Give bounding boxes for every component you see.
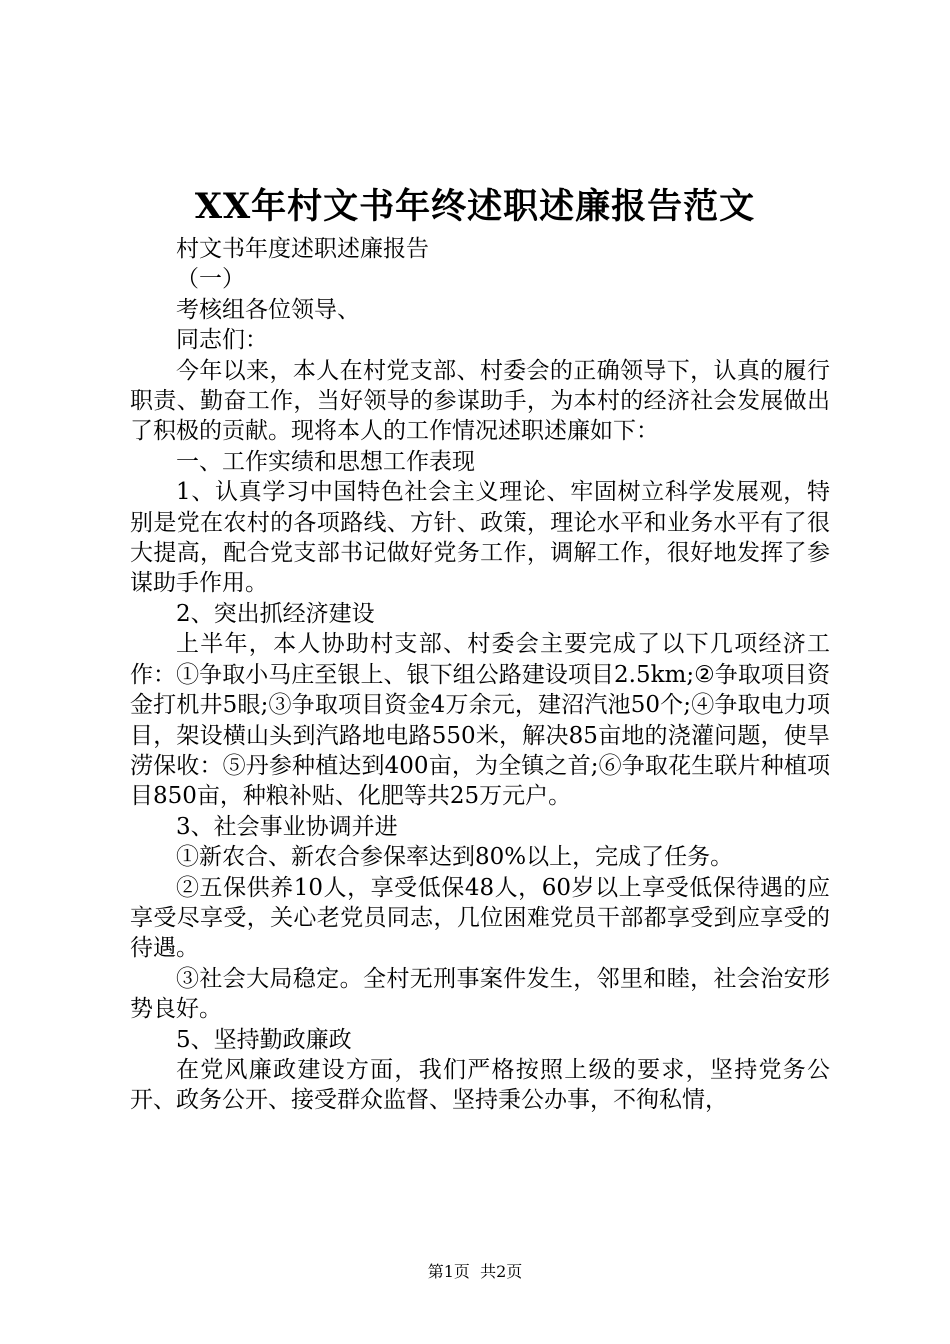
paragraph-salutation-2: 同志们： <box>176 327 268 354</box>
paragraph-economy: 上半年，本人协助村支部、村委会主要完成了以下几项经济工作：①争取小马庄至银上、银下组公路建设项目2.5km;②争取项目资金打机井5眼;③争取项目资金4万余元，建沼汽池50个;④争取电力项目，架设横山头到汽路地电路550米，解决85亩地的浇灌问题，使旱涝保收：⑤丹参种植达到400亩，为全镇之首;⑥争取花生联片种植项目850亩，种粮补贴、化肥等共25万元户。 <box>130 631 830 810</box>
page-footer <box>0 1262 950 1282</box>
heading-item-3: 3、社会事业协调并进 <box>176 813 398 840</box>
page-total: 共2页 <box>480 1262 523 1281</box>
paragraph-integrity: 在党风廉政建设方面，我们严格按照上级的要求，坚持党务公开、政务公开、接受群众监督、坚持秉公办事，不徇私情， <box>130 1056 830 1114</box>
paragraph-social-2: ②五保供养10人，享受低保48人，60岁以上享受低保待遇的应享受尽享受，关心老党员同志，几位困难党员干部都享受到应享受的待遇。 <box>130 874 830 962</box>
page-number: 第1页 <box>427 1262 470 1281</box>
document-body <box>130 234 830 1116</box>
document-title: XX年村文书年终述职述廉报告范文 <box>194 186 756 227</box>
paragraph-item-1: 1、认真学习中国特色社会主义理论、牢固树立科学发展观，特别是党在农村的各项路线、方针、政策，理论水平和业务水平有了很大提高，配合党支部书记做好党务工作，调解工作，很好地发挥了参谋助手作用。 <box>130 479 830 597</box>
paragraph-salutation-1: 考核组各位领导、 <box>176 296 360 323</box>
paragraph-social-1: ①新农合、新农合参保率达到80%以上，完成了任务。 <box>176 844 734 871</box>
heading-section-1: 一、工作实绩和思想工作表现 <box>176 448 475 475</box>
heading-item-5: 5、坚持勤政廉政 <box>176 1026 352 1053</box>
paragraph-social-3: ③社会大局稳定。全村无刑事案件发生，邻里和睦，社会治安形势良好。 <box>130 965 830 1023</box>
paragraph-intro: 今年以来，本人在村党支部、村委会的正确领导下，认真的履行职责、勤奋工作，当好领导的参谋助手，为本村的经济社会发展做出了积极的贡献。现将本人的工作情况述职述廉如下： <box>130 357 830 445</box>
paragraph-subtitle: 村文书年度述职述廉报告 <box>176 236 429 262</box>
heading-item-2: 2、突出抓经济建设 <box>176 600 375 627</box>
paragraph-section-number: （一） <box>176 266 245 293</box>
